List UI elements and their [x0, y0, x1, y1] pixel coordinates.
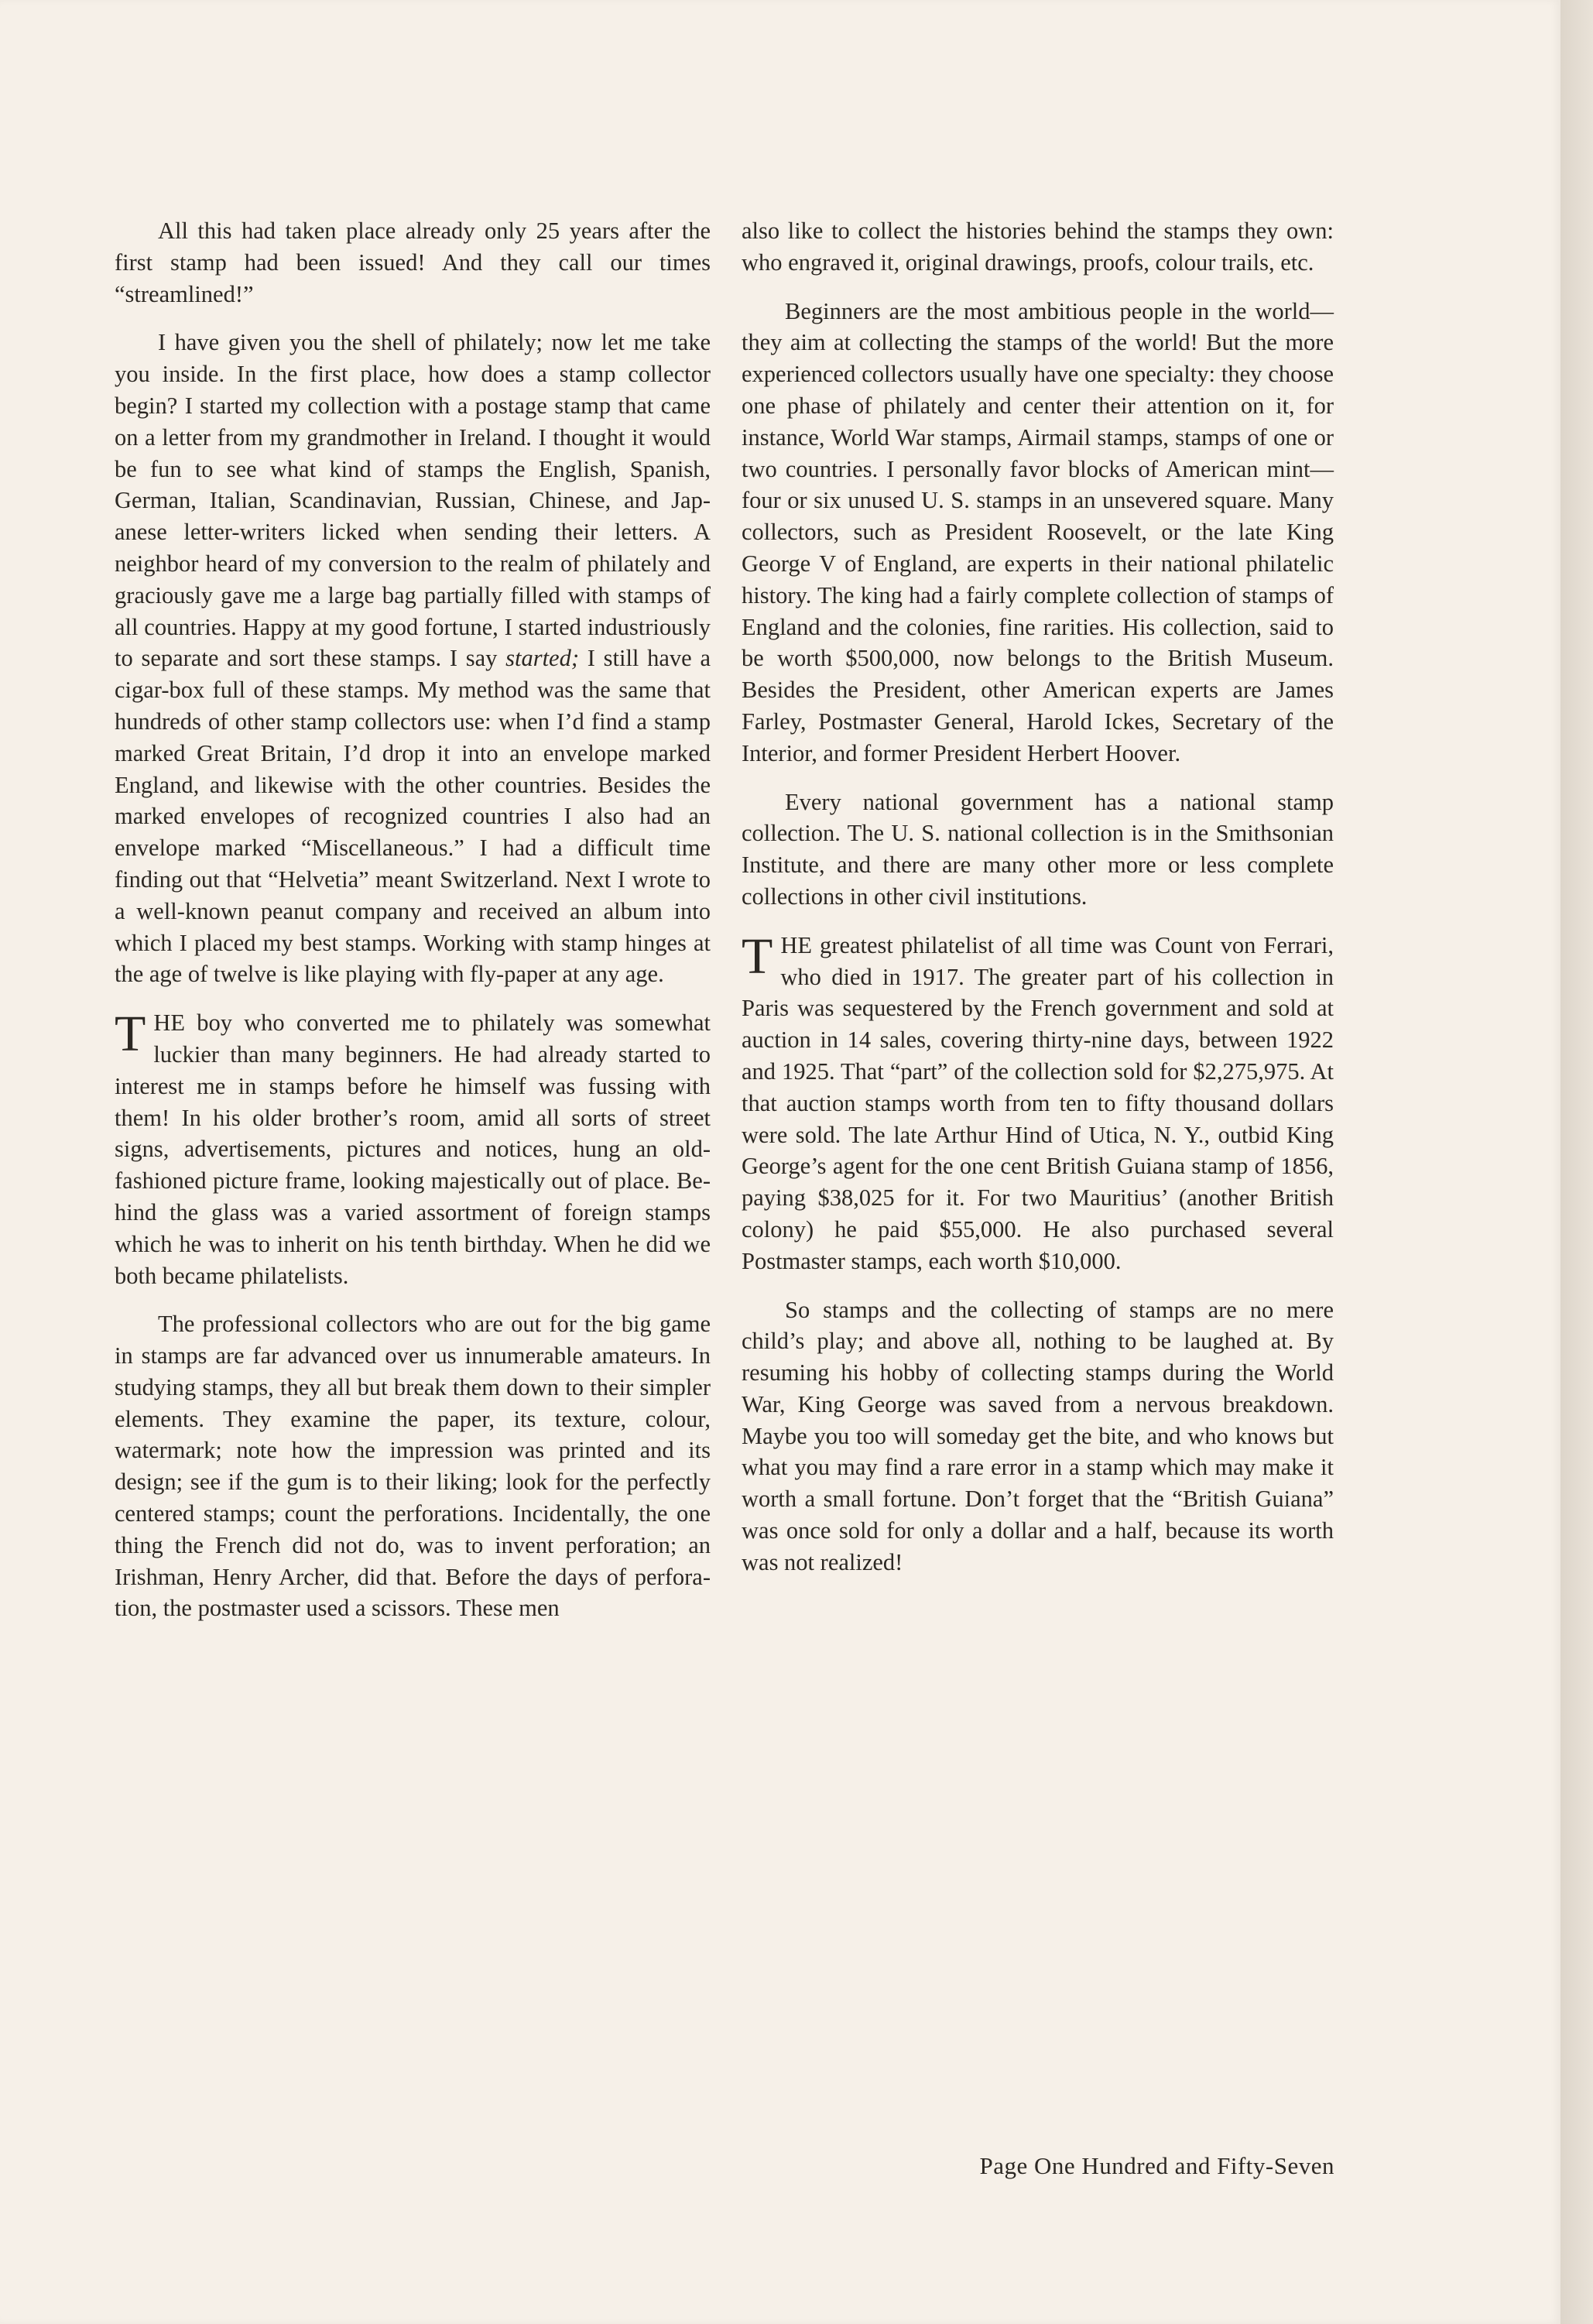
drop-cap: T [115, 1006, 146, 1063]
page-edge [1560, 0, 1593, 2324]
paragraph: So stamps and the collecting of stamps are no mere child’s play; and above all, nothing to be laughed at. By resuming his hobby of collecting stamps during the World War, King George was saved from a nervous breakdown. Maybe you too will someday get the bite, and who knows but what you may find a rare error in a stamp which may make it worth a small fortune. Don’t forget that the “British Guiana” was once sold for only a dollar and a half, because its worth was not realized! [742, 1296, 1334, 1575]
right-column [742, 215, 1334, 1596]
paragraph: Beginners are the most ambitious people in the world—they aim at collecting the stamps of the world! But the more experienced collectors usually have one specialty: they choose one phase of philately and center their attention on it, for instance, World War stamps, Airmail stamps, stamps of one or two countries. I personally favor blocks of American mint—four or six unused U. S. stamps in an unsevered square. Many collectors, such as President Roosevelt, or the late King George V of England, are experts in their national philatelic history. The king had a fairly complete collection of stamps of England and the colonies, fine rarities. His collection, said to be worth $500,000, now belongs to the British Museum. Besides the President, other American experts are James Farley, Postmaster General, Harold Ickes, Secretary of the Interior, and former President Herbert Hoover. [742, 297, 1334, 766]
left-column [115, 215, 711, 1641]
text-run: HE greatest philatelist of all time was Count von Ferrari, who died in 1917. The greater part of his collection in Paris was sequestered by the French government and sold at auction in 14 sales, covering thirty-nine days, between 1922 and 1925. That “part” of the collection sold for $2,275,975. At that auction stamps worth from ten to fifty thousand dollars were sold. The late Arthur Hind of Utica, N. Y., outbid King George’s agent for the one cent British Guiana stamp of 1856, paying $38,025 for it. For two Mauritius’ (another British colony) he paid $55,000. He also purchased several Postmaster stamps, each worth $10,000. [742, 931, 1334, 1274]
paragraph: also like to collect the histories behind the stamps they own: who engraved it, original drawings, proofs, colour trails, etc. [742, 218, 1334, 276]
paragraph [742, 927, 1334, 1277]
emphasis-text: started; [505, 645, 580, 672]
page-number-footer: Page One Hundred and Fifty-Seven [979, 2152, 1334, 2179]
text-run: I still have a cigar-box full of these stamps. My method was the same that hundreds of other stamp collectors use: when I’d find a stamp marked Great Britain, I’d drop it into an envelope marked England, and likewise with the other countries. Besides the marked envelopes of recognized countries I also had an envelope marked “Miscellaneous.” I had a difficult time finding out that “Helvetia” meant Switzerland. Next I wrote to a well-known peanut company and received an album into which I placed my best stamps. Working with stamp hinges at the age of twelve is like playing with fly-paper at any age. [115, 645, 711, 988]
paragraph: Every national government has a national stamp collection. The U. S. national collection is in the Smithsonian Institute, and there are many other more or less complete collections in other civil institutions. [742, 788, 1334, 910]
paragraph: The professional collectors who are out for the big game in stamps are far advanced over us innumerable amateurs. In studying stamps, they all but break them down to their simpler elements. They examine the paper, its texture, colour, watermark; note how the impression was printed and its design; see if the gum is to their liking; look for the perfectly centered stamps; count the perforations. Incidentally, the one thing the French did not do, was to invent perforation; an Irishman, Henry Archer, did that. Before the days of perforation, the postmaster used a scissors. These men [115, 1311, 711, 1622]
drop-cap: T [742, 927, 773, 985]
text-run: HE boy who converted me to philately was somewhat luckier than many beginners. He had already started to interest me in stamps before he himself was fussing with them! In his older brother’s room, amid all sorts of street signs, advertisements, pictures and notices, hung an old-fashioned picture frame, looking majestically out of place. Behind the glass was a varied assortment of foreign stamps which he was to inherit on his tenth birthday. When he did we both became philatelists. [115, 1009, 711, 1289]
text-run: I have given you the shell of philately; now let me take you inside. In the first place, how does a stamp collector begin? I started my collection with a postage stamp that came on a letter from my grandmother in Ireland. I thought it would be fun to see what kind of stamps the English, Spanish, German, Italian, Scandinavian, Russian, Chinese, and Japanese letter-writers licked when sending their letters. A neighbor heard of my conversion to the realm of philately and graciously gave me a large bag partially filled with stamps of all countries. Happy at my good fortune, I started industriously to separate and sort these stamps. I say [115, 329, 711, 672]
paragraph [115, 1007, 711, 1291]
paragraph [115, 327, 711, 990]
paragraph: All this had taken place already only 25 years after the first stamp had been issued! And they call our times “streamlined!” [115, 218, 711, 307]
